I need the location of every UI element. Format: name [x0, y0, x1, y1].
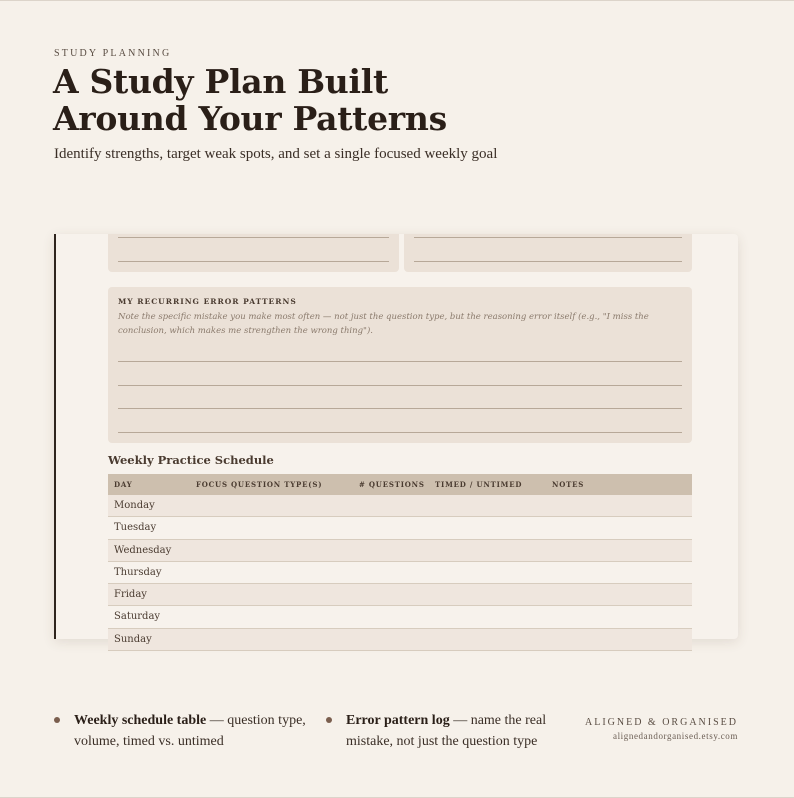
- page-title: [53, 63, 613, 137]
- error-patterns-box: [108, 287, 692, 443]
- page-title-line-2: Around Your Patterns: [53, 99, 447, 138]
- error-patterns-heading: MY RECURRING ERROR PATTERNS: [118, 297, 297, 306]
- day-cell: Thursday: [114, 566, 162, 578]
- feature-bullet-text: — question type, volume, timed vs. untimed: [74, 713, 306, 749]
- writing-line: [118, 261, 389, 262]
- bullet-dot-icon: [54, 717, 60, 723]
- writing-line: [118, 237, 389, 238]
- day-cell: Saturday: [114, 611, 161, 623]
- writing-line: [118, 432, 682, 433]
- table-row: [108, 540, 692, 562]
- schedule-table-body: [108, 495, 692, 651]
- table-row: [108, 562, 692, 584]
- brand-block: [585, 717, 738, 741]
- brand-name: ALIGNED & ORGANISED: [585, 717, 738, 728]
- feature-bullet-text: — name the real mistake, not just the question type: [346, 713, 547, 749]
- brand-url: alignedandorganised.etsy.com: [612, 731, 738, 741]
- error-patterns-note: Note the specific mistake you make most often — not just the question type, but the reasoning error itself (e.g., "I miss the conclusion, which makes me strengthen the wrong thing").: [118, 312, 649, 336]
- writing-line: [118, 361, 682, 362]
- column-header-day: DAY: [114, 480, 133, 489]
- column-header-questions: # QUESTIONS: [359, 480, 425, 489]
- top-right-writing-box: [404, 234, 692, 272]
- day-cell: Sunday: [114, 633, 152, 645]
- table-row: [108, 584, 692, 606]
- table-row: [108, 606, 692, 628]
- eyebrow: STUDY PLANNING: [54, 48, 172, 59]
- table-row: [108, 629, 692, 651]
- day-cell: Monday: [114, 500, 155, 511]
- table-row: [108, 495, 692, 517]
- writing-line: [414, 237, 682, 238]
- day-cell: Tuesday: [114, 522, 157, 534]
- table-row: [108, 517, 692, 539]
- schedule-title: Weekly Practice Schedule: [108, 453, 274, 467]
- feature-bullet-title: Weekly schedule table: [74, 713, 207, 728]
- bullet-dot-icon: [326, 717, 332, 723]
- day-cell: Wednesday: [114, 544, 172, 556]
- column-header-timed: TIMED / UNTIMED: [435, 480, 523, 489]
- page-title-line-1: A Study Plan Built: [53, 62, 388, 101]
- top-left-writing-box: [108, 234, 399, 272]
- feature-bullet-title: Error pattern log: [346, 713, 450, 728]
- writing-line: [118, 385, 682, 386]
- schedule-table-header: [108, 474, 692, 495]
- column-header-focus: FOCUS QUESTION TYPE(S): [196, 480, 323, 489]
- writing-line: [118, 408, 682, 409]
- page-subtitle: Identify strengths, target weak spots, and set a single focused weekly goal: [54, 146, 498, 162]
- schedule-table: [108, 474, 692, 651]
- column-header-notes: NOTES: [552, 480, 585, 489]
- worksheet-preview: [54, 234, 738, 645]
- day-cell: Friday: [114, 589, 147, 601]
- writing-line: [414, 261, 682, 262]
